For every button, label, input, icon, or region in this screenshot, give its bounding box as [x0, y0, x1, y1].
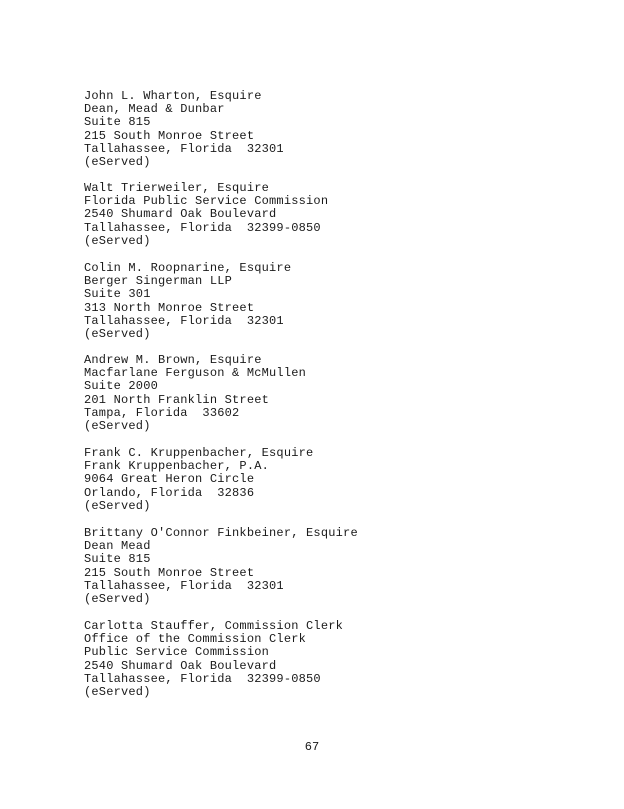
recipient-name: Frank C. Kruppenbacher, Esquire [84, 446, 314, 460]
recipient-firm: Dean, Mead & Dunbar [84, 102, 225, 117]
service-method: (eServed) [84, 327, 151, 342]
recipient-street: 215 South Monroe Street [84, 565, 255, 580]
recipient-street: 2540 Shumard Oak Boulevard [84, 207, 277, 222]
recipient-city: Tallahassee, Florida 32301 [84, 141, 284, 156]
recipient-city: Tallahassee, Florida 32399-0850 [84, 671, 321, 686]
recipient-name: Andrew M. Brown, Esquire [84, 353, 262, 367]
page-number: 67 [304, 740, 320, 754]
recipient-firm: Berger Singerman LLP [84, 274, 233, 289]
recipient-street: 215 South Monroe Street [84, 128, 255, 143]
recipient-suite: Suite 815 [84, 115, 151, 130]
service-method: (eServed) [84, 498, 151, 513]
recipient-suite: Suite 815 [84, 552, 151, 567]
service-method: (eServed) [84, 155, 151, 170]
service-method: (eServed) [84, 233, 151, 248]
recipient-firm: Macfarlane Ferguson & McMullen [84, 366, 307, 381]
recipient-street: 313 North Monroe Street [84, 300, 255, 315]
recipient-agency: Public Service Commission [84, 645, 270, 660]
service-method: (eServed) [84, 685, 151, 700]
recipient-name: Walt Trierweiler, Esquire [84, 181, 270, 195]
recipient-firm: Florida Public Service Commission [84, 194, 329, 209]
recipient-street: 9064 Great Heron Circle [84, 472, 255, 487]
recipient-suite: Suite 301 [84, 287, 151, 302]
address-block-trierweiler [84, 182, 504, 248]
recipient-city: Tallahassee, Florida 32301 [84, 313, 284, 328]
service-method: (eServed) [84, 592, 151, 607]
recipient-name: Carlotta Stauffer, Commission Clerk [84, 619, 344, 633]
recipient-name: Brittany O'Connor Finkbeiner, Esquire [84, 526, 358, 540]
recipient-city: Tallahassee, Florida 32399-0850 [84, 220, 321, 235]
recipient-name: John L. Wharton, Esquire [84, 89, 262, 103]
address-block-kruppenbacher [84, 447, 504, 513]
recipient-name: Colin M. Roopnarine, Esquire [84, 261, 292, 275]
address-block-wharton [84, 90, 504, 169]
address-block-finkbeiner [84, 527, 504, 606]
address-block-stauffer [84, 620, 504, 699]
service-method: (eServed) [84, 419, 151, 434]
recipient-street: 2540 Shumard Oak Boulevard [84, 658, 277, 673]
recipient-street: 201 North Franklin Street [84, 392, 270, 407]
recipient-city: Tampa, Florida 33602 [84, 405, 240, 420]
recipient-office: Office of the Commission Clerk [84, 632, 307, 647]
recipient-city: Orlando, Florida 32836 [84, 485, 255, 500]
address-block-brown [84, 354, 504, 433]
recipient-firm: Frank Kruppenbacher, P.A. [84, 459, 270, 474]
recipient-city: Tallahassee, Florida 32301 [84, 578, 284, 593]
address-block-roopnarine [84, 262, 504, 341]
recipient-suite: Suite 2000 [84, 379, 159, 394]
recipient-firm: Dean Mead [84, 539, 151, 554]
